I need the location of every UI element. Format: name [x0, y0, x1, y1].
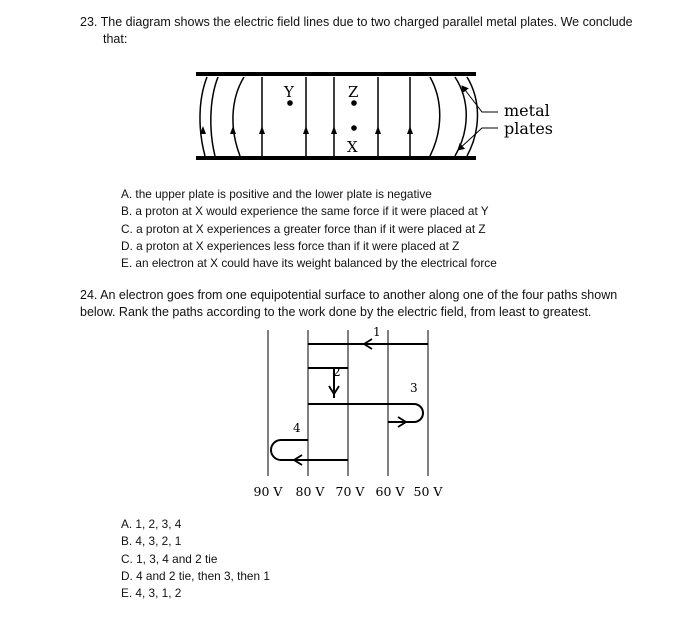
question-24-line1: 24. An electron goes from one equipotential surface to another along one of the four paths shown: [80, 288, 618, 302]
potential-90: 90 V: [253, 484, 283, 499]
q24-option-a[interactable]: A. 1, 2, 3, 4: [121, 517, 182, 531]
question-23-line2: that:: [103, 32, 128, 46]
label-z: Z: [348, 83, 359, 101]
potential-80: 80 V: [295, 484, 325, 499]
q24-option-c[interactable]: C. 1, 3, 4 and 2 tie: [121, 551, 218, 566]
potential-60: 60 V: [375, 484, 405, 499]
q23-option-c[interactable]: C. a proton at X experiences a greater force than if it were placed at Z: [121, 221, 486, 236]
question-23-number: 23.: [80, 15, 98, 29]
q24-option-d[interactable]: D. 4 and 2 tie, then 3, then 1: [121, 568, 270, 583]
path-label-4: 4: [293, 421, 301, 435]
q23-option-d[interactable]: D. a proton at X experiences less force than if it were placed at Z: [121, 238, 460, 253]
q23-option-e[interactable]: E. an electron at X could have its weight balanced by the electrical force: [121, 256, 497, 271]
point-y: [287, 100, 293, 106]
path-1: [308, 339, 428, 349]
potential-labels: [254, 484, 444, 499]
point-x: [351, 125, 357, 131]
question-23-text: The diagram shows the electric field lines due to two charged parallel metal plates. We conclude: [100, 15, 633, 29]
callout-plates: plates: [504, 119, 554, 138]
path-4: [271, 440, 348, 465]
point-z: [351, 100, 357, 106]
q24-options: [121, 516, 270, 602]
path-label-3: 3: [410, 381, 418, 395]
potential-70: 70 V: [335, 484, 365, 499]
path-label-1: 1: [373, 325, 381, 339]
path-2: [308, 368, 348, 398]
question-24-line2: below. Rank the paths according to the work done by the electric field, from least to greatest.: [80, 305, 592, 319]
q23-option-b[interactable]: B. a proton at X would experience the same force if it were placed at Y: [121, 204, 489, 219]
q23-option-a[interactable]: A. the upper plate is positive and the lower plate is negative: [121, 187, 432, 201]
potential-50: 50 V: [413, 484, 443, 499]
label-y: Y: [284, 83, 294, 101]
path-3: [308, 404, 423, 427]
label-x: X: [347, 138, 358, 156]
path-label-2: 2: [333, 365, 341, 379]
q23-options: [121, 186, 497, 272]
field-lines: [200, 77, 478, 156]
callout-metal: metal: [504, 101, 550, 120]
q24-option-e[interactable]: E. 4, 3, 1, 2: [121, 586, 182, 601]
q24-option-b[interactable]: B. 4, 3, 2, 1: [121, 534, 182, 549]
